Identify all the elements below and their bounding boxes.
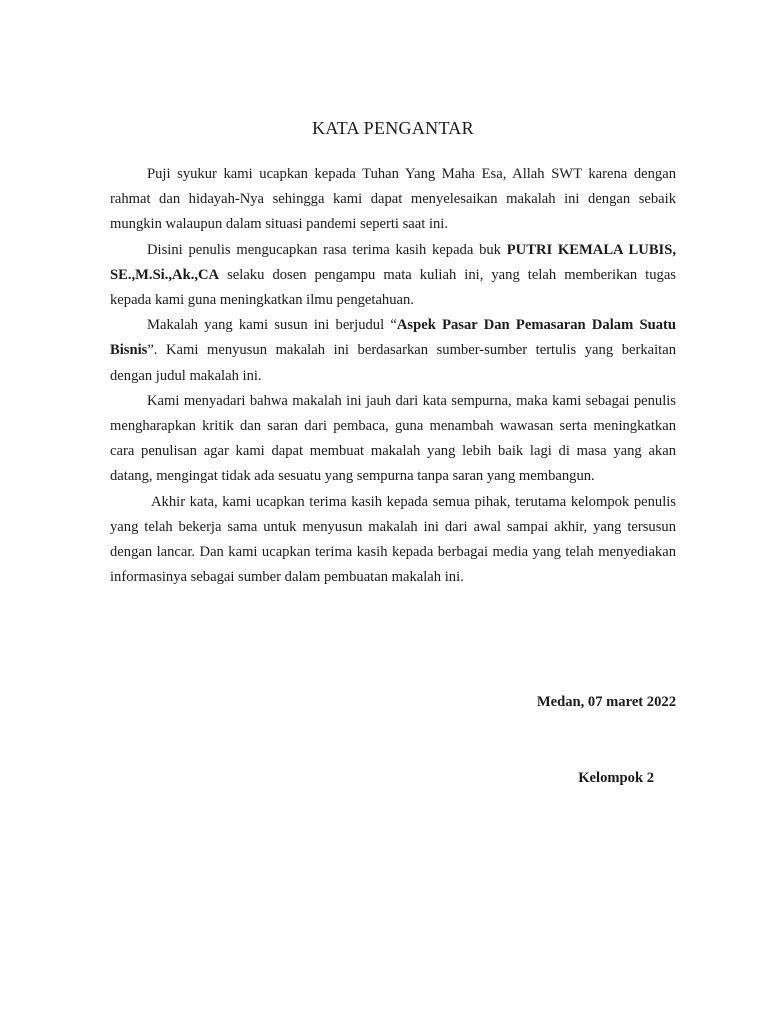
- paper-title-text-start: Makalah yang kami susun ini berjudul “: [147, 317, 397, 334]
- paragraph-paper-title: [110, 313, 676, 389]
- place-date: Medan, 07 maret 2022: [536, 694, 676, 710]
- paragraph-acknowledgement: [110, 238, 676, 314]
- page-title: KATA PENGANTAR: [312, 118, 474, 138]
- paper-title: Aspek Pasar Dan Pemasaran Dalam Suatu Bisnis: [110, 317, 676, 359]
- signature-group: Kelompok 2: [578, 770, 654, 786]
- acknowledgement-text-end: selaku dosen pengampu mata kuliah ini, yang telah memberikan tugas kepada kami guna meningkatkan ilmu pengetahuan.: [110, 266, 676, 309]
- lecturer-name: PUTRI KEMALA LUBIS, SE.,M.Si.,Ak.,CA: [110, 241, 676, 283]
- document-body: [110, 162, 676, 590]
- paragraph-closing: Akhir kata, kami ucapkan terima kasih kepada semua pihak, terutama kelompok penulis yang telah bekerja sama untuk menyusun makalah ini dari awal sampai akhir, yang tersusun dengan lancar. Dan kami ucapkan terima kasih kepada berbagai media yang telah menyediakan informasinya sebagai sumber dalam pembuatan makalah ini.: [110, 493, 676, 586]
- paper-title-text-end: ”. Kami menyusun makalah ini berdasarkan sumber-sumber tertulis yang berkaitan dengan judul makalah ini.: [110, 342, 676, 384]
- acknowledgement-text-start: Disini penulis mengucapkan rasa terima kasih kepada buk: [147, 241, 507, 258]
- paragraph-feedback: Kami menyadari bahwa makalah ini jauh dari kata sempurna, maka kami sebagai penulis mengharapkan kritik dan saran dari pembaca, guna menambah wawasan serta meningkatkan cara penulisan agar kami dapat membuat makalah yang lebih baik lagi di masa yang akan datang, mengingat tidak ada sesuatu yang sempurna tanpa saran yang membangun.: [110, 392, 676, 485]
- paragraph-gratitude: Puji syukur kami ucapkan kepada Tuhan Yang Maha Esa, Allah SWT karena dengan rahmat dan hidayah-Nya sehingga kami dapat menyelesaikan makalah ini dengan sebaik mungkin walaupun dalam situasi pandemi seperti saat ini.: [110, 166, 676, 233]
